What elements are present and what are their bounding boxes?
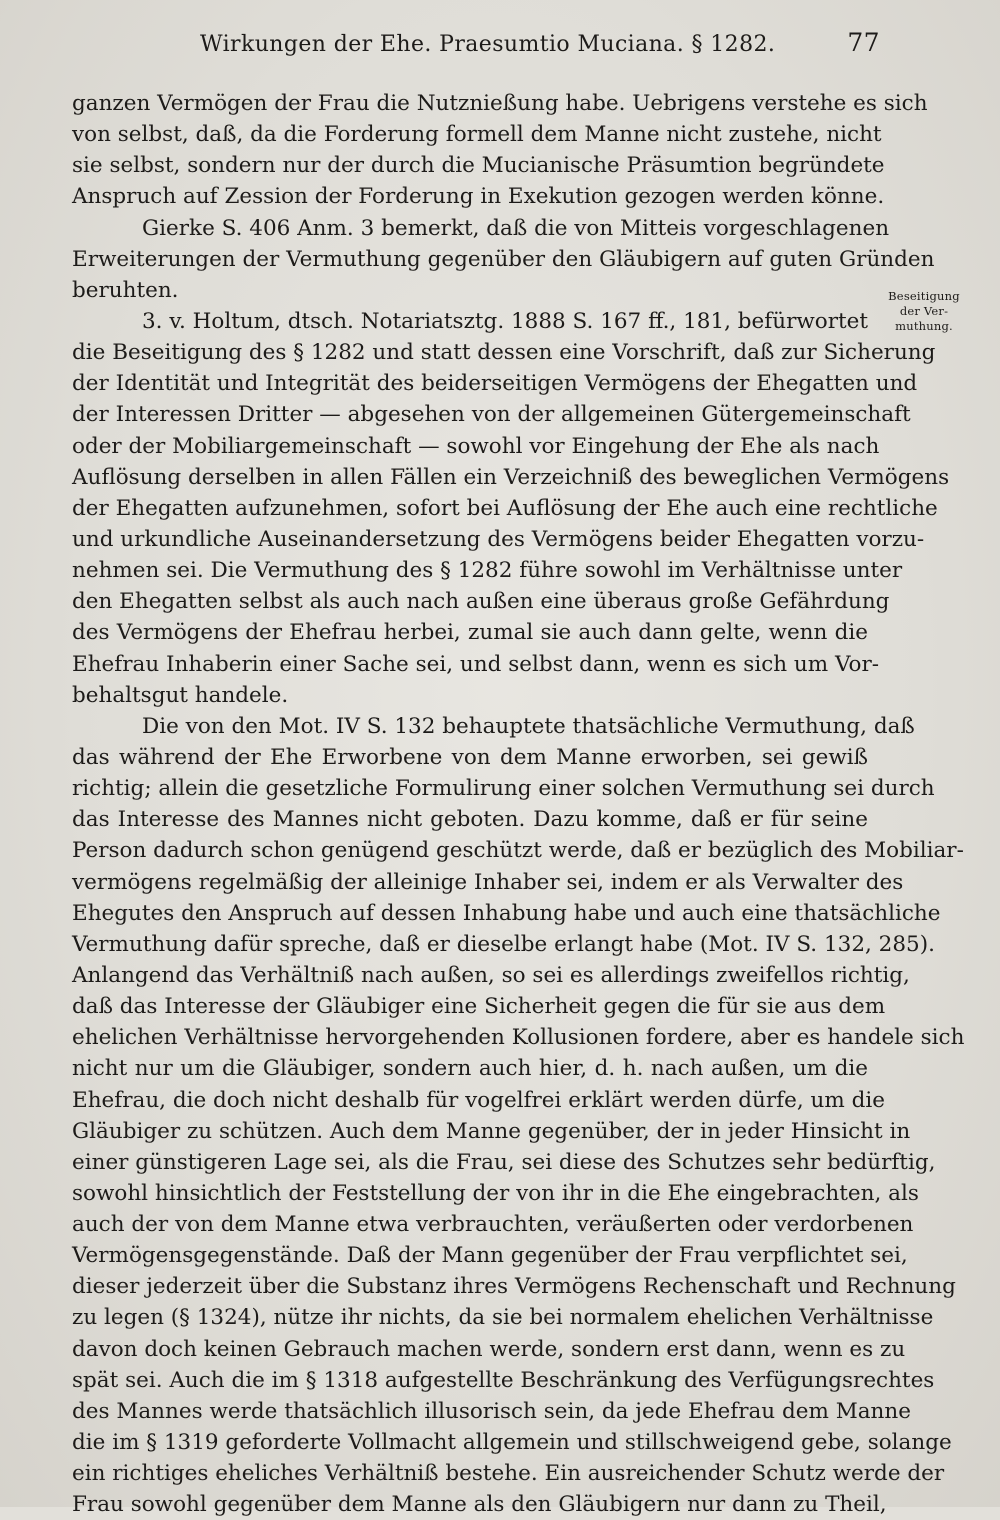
text-line: Auflösung derselben in allen Fällen ein Verzeichniß des beweglichen Vermögens [72, 464, 950, 490]
text-line: 3. v. Holtum, dtsch. Notariatsztg. 1888 S. 167 ff., 181, befürwortet [142, 308, 868, 334]
text-line: Vermögensgegenstände. Daß der Mann gegenüber der Frau verpflichtet sei, [72, 1243, 908, 1269]
text-line: Ehegutes den Anspruch auf dessen Inhabung habe und auch eine thatsächliche [72, 900, 941, 926]
text-line: behaltsgut handele. [72, 682, 289, 708]
text-line: ganzen Vermögen der Frau die Nutznießung habe. Uebrigens verstehe es sich [72, 91, 928, 116]
text-line: der Ehegatten aufzunehmen, sofort bei Auflösung der Ehe auch eine rechtliche [72, 495, 938, 521]
text-line: Anspruch auf Zession der Forderung in Exekution gezogen werden könne. [72, 184, 885, 210]
text-line: Ehefrau, die doch nicht deshalb für vogelfrei erklärt werden dürfe, um die [72, 1087, 885, 1113]
text-line: und urkundliche Auseinandersetzung des Vermögens beider Ehegatten vorzu- [72, 526, 925, 552]
text-line: Gierke S. 406 Anm. 3 bemerkt, daß die von Mitteis vorgeschlagenen [142, 215, 890, 241]
text-line: das während der Ehe Erworbene von dem Manne erworben, sei gewiß [72, 744, 868, 770]
margin-note-line: Beseitigung [888, 289, 960, 303]
page-header [200, 28, 880, 62]
text-line: der Identität und Integrität des beiderseitigen Vermögens der Ehegatten und [72, 371, 918, 397]
text-line: richtig; allein die gesetzliche Formulirung einer solchen Vermuthung sei durch [72, 776, 935, 802]
text-line: davon doch keinen Gebrauch machen werde, sondern erst dann, wenn es zu [72, 1336, 906, 1362]
text-line: spät sei. Auch die im § 1318 aufgestellte Beschränkung des Verfügungsrechtes [72, 1367, 935, 1393]
text-line: beruhten. [72, 277, 179, 303]
text-line: auch der von dem Manne etwa verbrauchten, veräußerten oder verdorbenen [72, 1212, 914, 1238]
text-line: sowohl hinsichtlich der Feststellung der von ihr in die Ehe eingebrachten, als [72, 1180, 919, 1206]
text-line: des Mannes werde thatsächlich illusorisch sein, da jede Ehefrau dem Manne [72, 1398, 911, 1424]
text-line: daß das Interesse der Gläubiger eine Sicherheit gegen die für sie aus dem [72, 994, 886, 1020]
margin-note [884, 289, 964, 334]
text-line: zu legen (§ 1324), nütze ihr nichts, da sie bei normalem ehelichen Verhältnisse [72, 1305, 934, 1331]
text-line: dieser jederzeit über die Substanz ihres Vermögens Rechenschaft und Rechnung [72, 1274, 956, 1300]
page-number: 77 [847, 28, 880, 57]
text-line: oder der Mobiliargemeinschaft — sowohl vor Eingehung der Ehe als nach [72, 433, 880, 459]
text-line: ein richtiges eheliches Verhältniß bestehe. Ein ausreichender Schutz werde der [72, 1461, 945, 1487]
text-line: des Vermögens der Ehefrau herbei, zumal sie auch dann gelte, wenn die [72, 620, 868, 646]
text-line: Gläubiger zu schützen. Auch dem Manne gegenüber, der in jeder Hinsicht in [72, 1118, 911, 1144]
text-line: von selbst, daß, da die Forderung formell dem Manne nicht zustehe, nicht [72, 122, 882, 148]
body-text [72, 88, 965, 1520]
text-line: der Interessen Dritter — abgesehen von der allgemeinen Gütergemeinschaft [72, 402, 911, 428]
text-line: sie selbst, sondern nur der durch die Mucianische Präsumtion begründete [72, 153, 885, 179]
margin-note-line: der Ver- [899, 304, 949, 318]
text-line: Person dadurch schon genügend geschützt werde, daß er bezüglich des Mobiliar- [72, 838, 964, 864]
text-line: den Ehegatten selbst als auch nach außen eine überaus große Gefährdung [72, 589, 890, 615]
text-line: das Interesse des Mannes nicht geboten. Dazu komme, daß er für seine [72, 807, 868, 833]
text-line: Die von den Mot. IV S. 132 behauptete thatsächliche Vermuthung, daß [142, 713, 915, 739]
text-line: die im § 1319 geforderte Vollmacht allgemein und stillschweigend gebe, solange [72, 1430, 952, 1456]
text-line: Erweiterungen der Vermuthung gegenüber den Gläubigern auf guten Gründen [72, 246, 935, 272]
text-line: nehmen sei. Die Vermuthung des § 1282 führe sowohl im Verhältnisse unter [72, 558, 903, 584]
margin-note-line: muthung. [895, 319, 953, 333]
text-line: Frau sowohl gegenüber dem Manne als den Gläubigern nur dann zu Theil, [72, 1492, 887, 1518]
text-line: ehelichen Verhältnisse hervorgehenden Kollusionen fordere, aber es handele sich [72, 1025, 965, 1051]
text-line: die Beseitigung des § 1282 und statt dessen eine Vorschrift, daß zur Sicherung [72, 340, 936, 366]
text-line: einer günstigeren Lage sei, als die Frau, sei diese des Schutzes sehr bedürftig, [72, 1149, 936, 1175]
text-line: Vermuthung dafür spreche, daß er dieselbe erlangt habe (Mot. IV S. 132, 285). [72, 931, 935, 957]
running-head: Wirkungen der Ehe. Praesumtio Muciana. § 1282. [200, 32, 776, 57]
text-line: Anlangend das Verhältniß nach außen, so sei es allerdings zweifellos richtig, [72, 962, 910, 988]
text-line: vermögens regelmäßig der alleinige Inhaber sei, indem er als Verwalter des [72, 869, 904, 895]
text-line: nicht nur um die Gläubiger, sondern auch hier, d. h. nach außen, um die [72, 1056, 868, 1082]
text-line: Ehefrau Inhaberin einer Sache sei, und selbst dann, wenn es sich um Vor- [72, 651, 880, 677]
